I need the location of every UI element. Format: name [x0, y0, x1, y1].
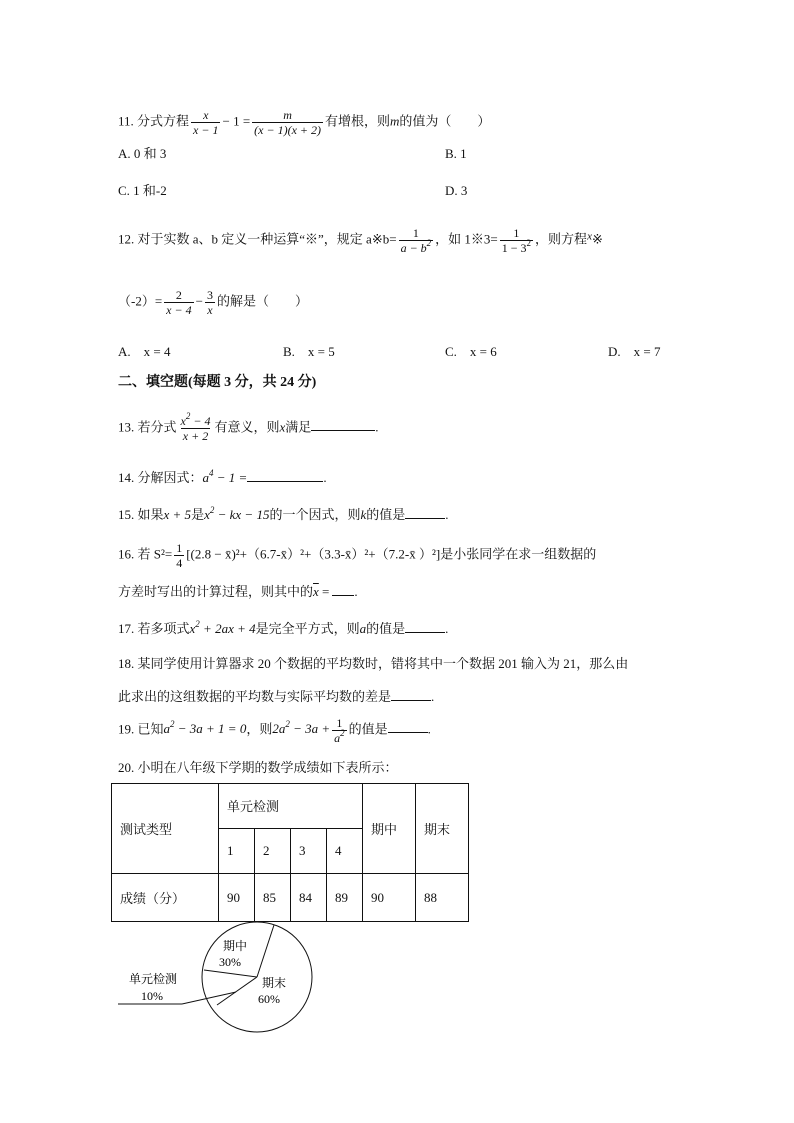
q16-body: [(2.8 − x̄)²+（6.7-x̄）²+（3.3-x̄）²+（7.2-x̄ ）²]是小张同学在求一组数据的 — [186, 546, 597, 562]
q12-example: ，如 1※3= — [435, 231, 498, 247]
q12-line2-start: （-2）= — [118, 293, 163, 309]
table-score-unit-1: 90 — [219, 874, 255, 922]
table-header-final: 期末 — [416, 784, 469, 874]
q11-option-d: D. 3 — [445, 183, 468, 198]
table-header-midterm: 期中 — [363, 784, 416, 874]
q19-expr-2: $2a^2 - 3a$ + — [272, 719, 331, 737]
q18-line-1 — [118, 656, 628, 672]
q14-line: 14. 分解因式：$a^4 - 1$ = . — [118, 468, 327, 485]
q17-number: 17. — [118, 621, 135, 636]
q17-tail2: 的值是 — [366, 621, 406, 636]
q11-var-m: m — [390, 113, 400, 129]
q14-stem: 分解因式： — [137, 470, 203, 485]
q18-line-2 — [118, 688, 434, 705]
q12-tail: ，则方程 — [535, 231, 588, 247]
q17-answer-blank[interactable] — [405, 620, 445, 633]
q16-line2: 方差时写出的计算过程，则其中的 — [118, 584, 314, 599]
pie-divider-left — [204, 970, 257, 977]
q13-tail2: 满足 — [285, 419, 312, 435]
table-header-type: 测试类型 — [112, 784, 219, 874]
q11-tail2: 的值为（ ） — [399, 113, 491, 129]
q11-option-b: B. 1 — [445, 146, 467, 161]
q16-xbar: $\overline{x}$ — [313, 584, 319, 599]
weight-pie-chart — [110, 922, 330, 1042]
q19-number: 19. — [118, 721, 135, 737]
q20-stem: 小明在八年级下学期的数学成绩如下表所示： — [137, 760, 398, 775]
q15-stem: 如果 — [137, 507, 164, 522]
pie-percent-unit: 10% — [141, 989, 163, 1003]
q15-mid: 是 — [191, 507, 205, 522]
q15-tail: 的一个因式，则 — [269, 507, 361, 522]
q19-stem: 已知 — [137, 721, 164, 737]
pie-label-unit: 单元检测 — [129, 972, 178, 986]
q13-stem: 若分式 — [137, 419, 177, 435]
q19-line — [118, 716, 431, 745]
q15-var: k — [360, 507, 367, 522]
q16-stem: 若 S²= — [137, 546, 173, 562]
q16-fraction: $\frac{1}{4}$ — [176, 541, 183, 570]
q17-end: . — [445, 621, 449, 636]
q15-tail2: 的值是 — [366, 507, 406, 522]
q19-answer-blank[interactable] — [388, 720, 428, 733]
q15-number: 15. — [118, 507, 135, 522]
q11-fraction-1: $\frac{x}{x - 1}$ — [193, 108, 219, 137]
q20-line — [118, 760, 398, 776]
q16-end: . — [354, 584, 358, 599]
q16-line-1 — [118, 541, 596, 570]
q14-end: . — [323, 470, 327, 485]
q19-expr-1: $a^2 - 3a + 1 = 0$ — [163, 719, 247, 737]
q11-minus-one: − 1 = — [222, 113, 251, 129]
q12-operator: ※ — [591, 231, 603, 247]
pie-divider-bottom — [217, 977, 257, 1005]
q12-option-a: A. x = 4 — [118, 344, 171, 359]
q12-example-fraction: $\frac{1}{1 - 3^2}$ — [501, 226, 532, 255]
q15-expr-1: x + 5 — [163, 507, 192, 522]
q12-line-2 — [118, 288, 308, 317]
q17-stem: 若多项式 — [137, 621, 190, 636]
q11-fraction-2: $\frac{m}{(x - 1)(x + 2)}$ — [254, 108, 321, 137]
pie-percent-midterm: 30% — [219, 955, 241, 969]
q12-line2-tail: 的解是（ ） — [216, 293, 308, 309]
pie-label-final: 期末 — [262, 976, 287, 990]
q12-option-b: B. x = 5 — [283, 344, 335, 359]
table-unit-col-2: 2 — [255, 829, 291, 874]
q16-answer-blank[interactable] — [332, 583, 354, 596]
q13-line — [118, 411, 379, 443]
q19-end: . — [427, 721, 431, 737]
q13-fraction: $\frac{x^2 - 4}{x + 2}$ — [180, 411, 211, 443]
pie-divider-top — [257, 925, 274, 977]
pie-label-midterm: 期中 — [223, 939, 248, 953]
pie-leader-line — [182, 992, 236, 1004]
q13-tail: 有意义，则 — [214, 419, 280, 435]
q19-tail: 的值是 — [348, 721, 388, 737]
q12-fraction-1: $\frac{2}{x - 4}$ — [166, 288, 192, 317]
q11-option-c: C. 1 和-2 — [118, 183, 167, 198]
q12-stem: 对于实数 a、b 定义一种运算“※”，规定 a※b= — [137, 231, 397, 247]
q12-definition-fraction: $\frac{1}{a - b^2}$ — [400, 226, 432, 255]
q11-number: 11. — [118, 113, 134, 129]
q18-line1: 某同学使用计算器求 20 个数据的平均数时，错将其中一个数据 201 输入为 21，那么由 — [137, 656, 629, 671]
q11-line — [118, 108, 490, 137]
q20-number: 20. — [118, 760, 135, 775]
q16-eq: = — [318, 584, 330, 599]
q15-expr-2: $x^2$ − kx − 15 — [204, 505, 270, 522]
q13-answer-blank[interactable] — [311, 418, 375, 431]
q18-answer-blank[interactable] — [391, 688, 431, 701]
table-score-midterm: 90 — [363, 874, 416, 922]
table-unit-col-3: 3 — [291, 829, 327, 874]
q11-option-a: A. 0 和 3 — [118, 146, 167, 161]
q13-end: . — [375, 419, 379, 435]
q18-end: . — [431, 689, 435, 704]
q17-tail: 是完全平方式，则 — [255, 621, 360, 636]
table-score-unit-4: 89 — [327, 874, 363, 922]
q17-expr: $x^2 + 2ax + 4$ — [189, 619, 256, 636]
q17-var: a — [359, 621, 367, 636]
q12-number: 12. — [118, 231, 135, 247]
q14-number: 14. — [118, 470, 135, 485]
q12-minus: − — [195, 293, 203, 309]
q11-tail: 有增根，则 — [325, 113, 391, 129]
q11-stem: 分式方程 — [137, 113, 190, 129]
q19-mid: ，则 — [246, 721, 273, 737]
table-row-label: 成绩（分） — [112, 874, 219, 922]
q18-line2: 此求出的这组数据的平均数与实际平均数的差是 — [118, 689, 392, 704]
table-score-unit-2: 85 — [255, 874, 291, 922]
q16-line-2 — [118, 583, 358, 600]
q15-answer-blank[interactable] — [405, 506, 445, 519]
q13-number: 13. — [118, 419, 135, 435]
section-2-title: 二、填空题(每题 3 分，共 24 分) — [118, 375, 317, 390]
q12-fraction-2: $\frac{3}{x}$ — [206, 288, 213, 317]
q12-option-d: D. x = 7 — [608, 344, 661, 359]
q15-end: . — [445, 507, 449, 522]
table-unit-col-4: 4 — [327, 829, 363, 874]
pie-percent-final: 60% — [258, 992, 280, 1006]
q12-line-1 — [118, 226, 603, 255]
table-score-unit-3: 84 — [291, 874, 327, 922]
q12-var-x: x — [587, 230, 592, 243]
score-table — [111, 783, 469, 922]
table-unit-col-1: 1 — [219, 829, 255, 874]
q16-number: 16. — [118, 546, 135, 562]
q19-fraction: $\frac{1}{a^2}$ — [334, 716, 345, 745]
table-header-unit: 单元检测 — [219, 784, 363, 829]
q14-answer-blank[interactable] — [247, 469, 323, 482]
q18-number: 18. — [118, 656, 135, 671]
q15-line — [118, 506, 449, 523]
q17-line — [118, 620, 448, 637]
q12-option-c: C. x = 6 — [445, 344, 497, 359]
table-score-final: 88 — [416, 874, 469, 922]
q13-var: x — [279, 419, 286, 435]
